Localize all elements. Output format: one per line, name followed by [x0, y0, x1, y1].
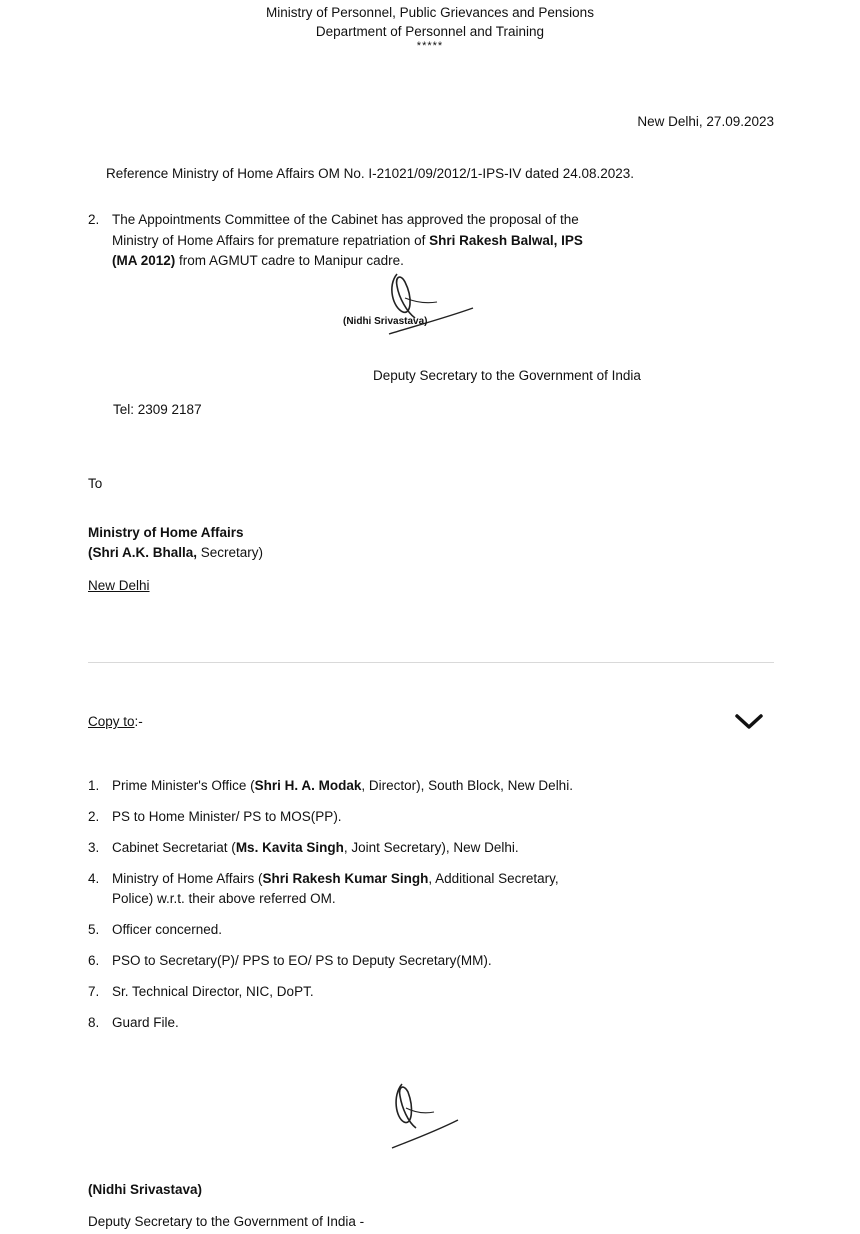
list-item-text	[112, 838, 519, 858]
list-item-text	[112, 951, 492, 971]
department-header: Department of Personnel and Training	[315, 24, 545, 39]
paragraph-line-1: The Appointments Committee of the Cabinet has approved the proposal of the	[112, 212, 579, 227]
recipient-name: (Shri A.K. Bhalla,	[88, 545, 198, 560]
divider	[88, 662, 774, 663]
list-item-number: 6.	[88, 953, 100, 968]
list-item-text	[112, 920, 222, 940]
list-item-number: 5.	[88, 922, 100, 937]
list-item-name: Shri H. A. Modak	[254, 778, 362, 793]
paragraph-line-2	[112, 233, 583, 248]
list-item-text-plain: , Additional Secretary,	[428, 871, 559, 886]
list-item-text-plain: PSO to Secretary(P)/ PPS to EO/ PS to Deputy Secretary(MM).	[112, 953, 492, 968]
batch-year: (MA 2012)	[112, 253, 176, 268]
date-line: New Delhi, 27.09.2023	[637, 114, 774, 129]
signatory-designation: Deputy Secretary to the Government of India	[373, 368, 641, 383]
list-item-text-plain: Prime Minister's Office (	[112, 778, 255, 793]
header-stars: *****	[416, 40, 444, 52]
list-item-number: 2.	[88, 809, 100, 824]
list-item-text-plain: , Director), South Block, New Delhi.	[361, 778, 573, 793]
copy-list	[88, 776, 728, 1036]
to-label: To	[88, 476, 103, 491]
list-item-text-plain: , Joint Secretary), New Delhi.	[343, 840, 519, 855]
reference-line: Reference Ministry of Home Affairs OM No. I-21021/09/2012/1-IPS-IV dated 24.08.2023.	[106, 166, 635, 181]
list-item-name: Shri Rakesh Kumar Singh	[262, 871, 429, 886]
ministry-header: Ministry of Personnel, Public Grievances and Pensions	[266, 5, 594, 20]
list-item-text-plain: Cabinet Secretariat (	[112, 840, 236, 855]
list-item-text	[112, 776, 573, 796]
list-item-text-plain: Guard File.	[112, 1015, 179, 1030]
signature-image	[385, 268, 475, 338]
list-item-text-plain: PS to Home Minister/ PS to MOS(PP).	[112, 809, 342, 824]
paragraph-text: from AGMUT cadre to Manipur cadre.	[175, 253, 404, 268]
list-item-text	[112, 1013, 179, 1033]
list-item-number: 8.	[88, 1015, 100, 1030]
list-item-number: 4.	[88, 871, 100, 886]
list-item-number: 1.	[88, 778, 100, 793]
signature-image	[388, 1078, 460, 1150]
list-item-text	[112, 869, 559, 909]
copy-to-suffix: :-	[134, 714, 143, 729]
list-item-text-plain: Sr. Technical Director, NIC, DoPT.	[112, 984, 314, 999]
list-item-text-plain: Officer concerned.	[112, 922, 223, 937]
copy-to-heading	[88, 714, 143, 729]
officer-name: Shri Rakesh Balwal, IPS	[429, 233, 583, 248]
recipient-org: Ministry of Home Affairs	[88, 525, 244, 540]
paragraph-line-3	[112, 253, 404, 268]
list-item-text	[112, 982, 314, 1002]
recipient-city: New Delhi	[88, 578, 150, 593]
recipient-title: Secretary)	[197, 545, 264, 560]
paragraph-text: Ministry of Home Affairs for premature repatriation of	[112, 233, 430, 248]
list-item-text-continued: Police) w.r.t. their above referred OM.	[112, 891, 336, 906]
copy-to-label: Copy to	[88, 714, 135, 729]
list-item-number: 3.	[88, 840, 100, 855]
list-item-text-plain: Ministry of Home Affairs (	[112, 871, 263, 886]
list-item-text	[112, 807, 342, 827]
signatory-name-bottom: (Nidhi Srivastava)	[88, 1182, 203, 1197]
signatory-name: (Nidhi Srivastava)	[343, 316, 428, 327]
recipient-person	[88, 545, 263, 560]
list-item-number: 7.	[88, 984, 100, 999]
paragraph-number: 2.	[88, 212, 100, 227]
chevron-down-icon[interactable]	[733, 712, 765, 732]
telephone: Tel: 2309 2187	[113, 402, 202, 417]
signatory-designation-bottom: Deputy Secretary to the Government of India -	[88, 1214, 365, 1229]
list-item-name: Ms. Kavita Singh	[235, 840, 344, 855]
